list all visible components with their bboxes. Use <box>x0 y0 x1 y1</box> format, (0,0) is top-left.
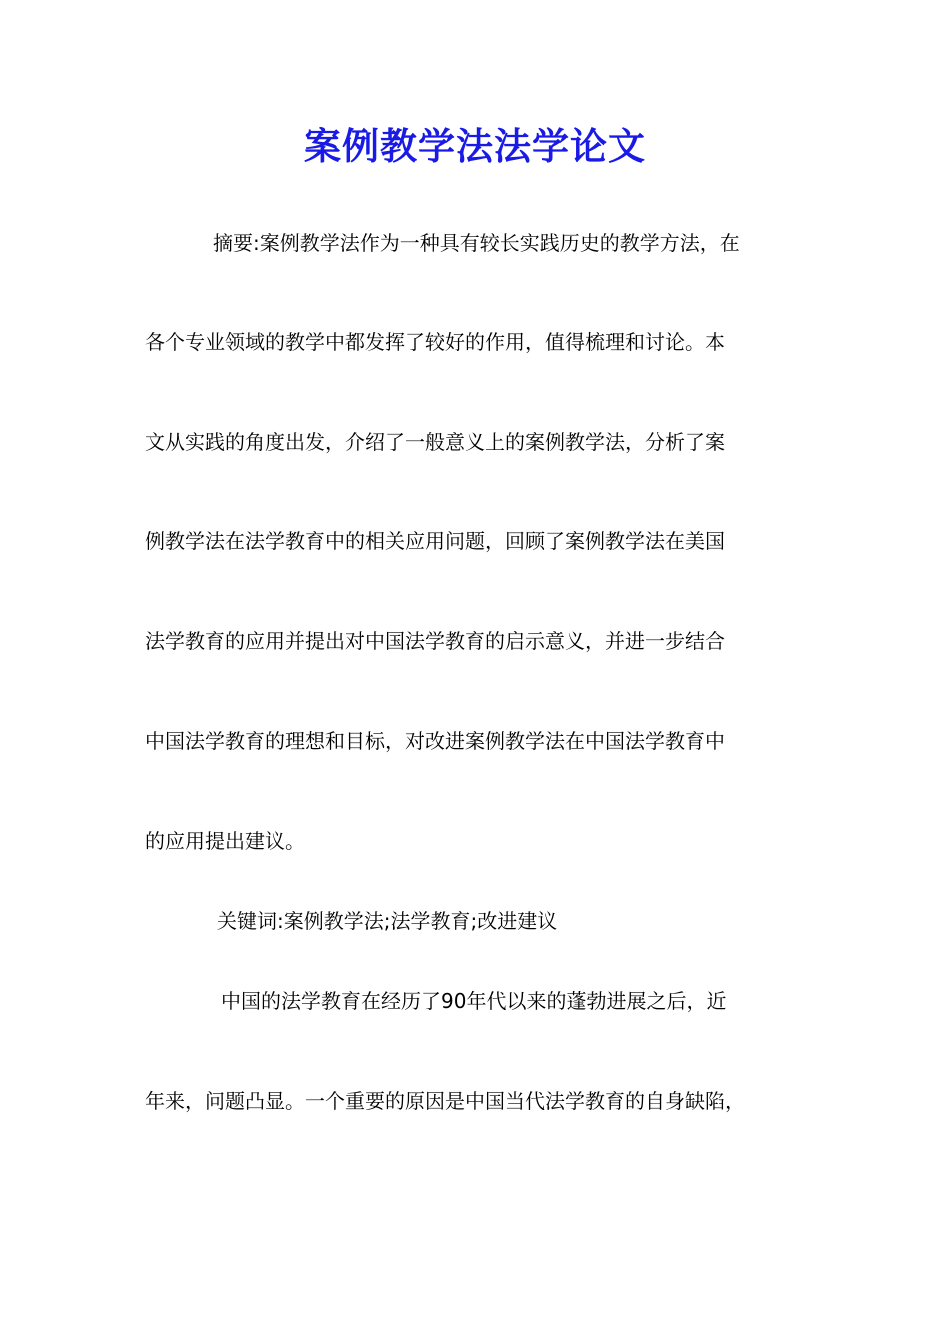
abstract-line-5: 法学教育的应用并提出对中国法学教育的启示意义，并进一步结合 <box>145 629 725 653</box>
abstract-line-3: 文从实践的角度出发，介绍了一般意义上的案例教学法，分析了案 <box>145 430 725 454</box>
abstract-line-4: 例教学法在法学教育中的相关应用问题，回顾了案例教学法在美国 <box>145 529 725 553</box>
keywords-line: 关键词:案例教学法;法学教育;改进建议 <box>217 909 558 933</box>
body-line-2: 年来，问题凸显。一个重要的原因是中国当代法学教育的自身缺陷， <box>145 1089 745 1113</box>
abstract-line-2: 各个专业领域的教学中都发挥了较好的作用，值得梳理和讨论。本 <box>145 330 725 354</box>
abstract-line-7: 的应用提出建议。 <box>145 829 305 853</box>
body-line-1: 中国的法学教育在经历了90年代以来的蓬勃进展之后，近 <box>221 989 727 1013</box>
abstract-line-1: 摘要:案例教学法作为一种具有较长实践历史的教学方法，在 <box>213 231 740 255</box>
document-title: 案例教学法法学论文 <box>304 124 646 168</box>
abstract-line-6: 中国法学教育的理想和目标，对改进案例教学法在中国法学教育中 <box>145 729 725 753</box>
